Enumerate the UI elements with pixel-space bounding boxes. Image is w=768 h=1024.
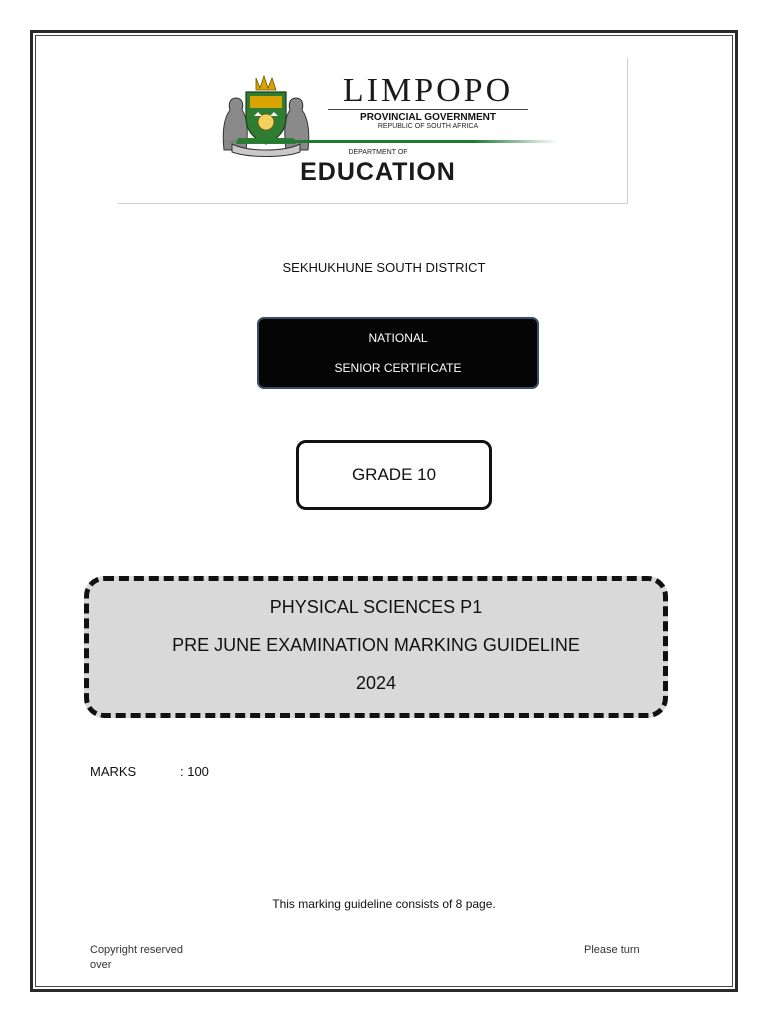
department-logo-banner	[118, 58, 628, 204]
province-name: LIMPOPO	[342, 72, 514, 109]
exam-year: 2024	[355, 673, 397, 693]
certificate-box	[257, 317, 539, 389]
please-turn-over: over	[90, 959, 112, 971]
department-prefix: DEPARTMENT OF	[348, 149, 408, 156]
exam-title-box	[84, 576, 668, 718]
district-name: SEKHUKHUNE SOUTH DISTRICT	[282, 260, 486, 275]
province-underline	[328, 109, 528, 110]
marks-label: MARKS	[90, 764, 137, 779]
please-turn-note: Please turn	[584, 944, 640, 956]
exam-title: PRE JUNE EXAMINATION MARKING GUIDELINE	[172, 635, 580, 655]
marks-value: : 100	[180, 764, 209, 779]
copyright-notice: Copyright reserved	[90, 944, 183, 956]
coat-of-arms-icon	[218, 72, 314, 158]
country-label: REPUBLIC OF SOUTH AFRICA	[377, 123, 479, 130]
certificate-line-2: SENIOR CERTIFICATE	[334, 361, 462, 375]
green-divider	[218, 140, 558, 143]
department-name: EDUCATION	[300, 158, 456, 186]
grade-box: GRADE 10	[296, 440, 492, 510]
certificate-line-1: NATIONAL	[368, 331, 428, 345]
government-label: PROVINCIAL GOVERNMENT	[360, 112, 496, 123]
page-count-note: This marking guideline consists of 8 page.	[272, 897, 496, 911]
subject-title: PHYSICAL SCIENCES P1	[269, 597, 483, 617]
